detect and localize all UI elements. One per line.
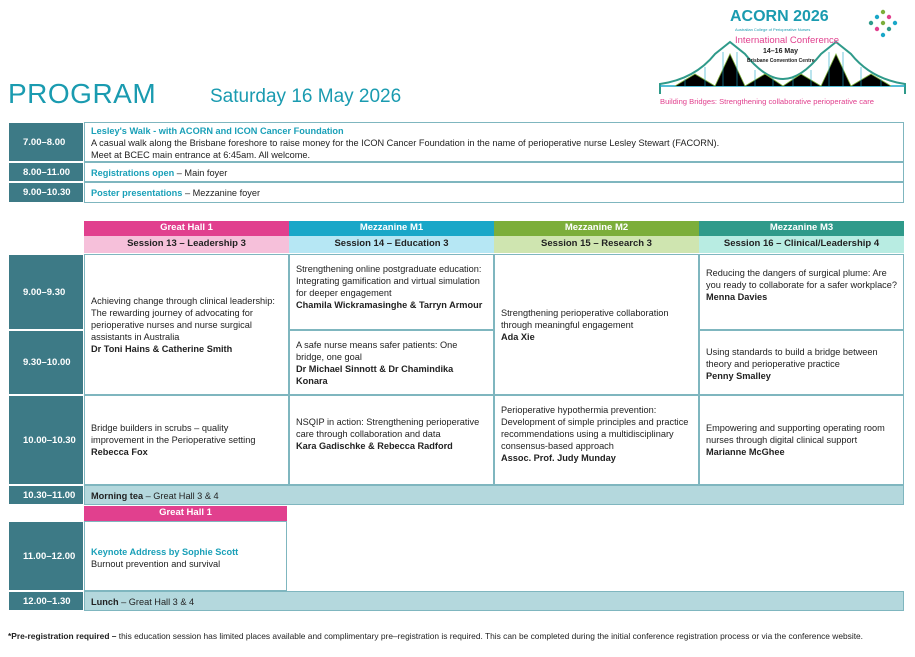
talk-author: Dr Michael Sinnott & Dr Chamindika Konara	[296, 364, 454, 386]
session-14-label: Session 14 – Education 3	[289, 236, 494, 253]
talk-title: Achieving change through clinical leadership: The rewarding journey of advocating for perioperative nurses and nurse surgical assistants in Australia	[91, 296, 275, 342]
talk-author: Marianne McGhee	[706, 447, 785, 457]
talk-author: Dr Toni Hains & Catherine Smith	[91, 344, 233, 354]
talk-cell	[289, 330, 494, 395]
logo-venue-text: Brisbane Convention Centre	[747, 58, 815, 64]
registrations-detail: – Main foyer	[174, 168, 228, 178]
time-cell: 9.00–9.30	[8, 254, 84, 330]
logo-conf-text: International Conference	[735, 35, 840, 46]
talk-author: Ada Xie	[501, 332, 535, 342]
talk-title: Strengthening perioperative collaboration through meaningful engagement	[501, 308, 669, 330]
logo-sub-text: Australian College of Perioperative Nurses	[735, 27, 811, 32]
registrations-cell	[84, 162, 904, 182]
footnote	[8, 630, 908, 642]
page-title: PROGRAM	[8, 78, 157, 109]
conference-logo	[655, 6, 910, 108]
talk-title: Bridge builders in scrubs – quality improvement in the Perioperative setting	[91, 423, 256, 445]
time-cell: 9.00–10.30	[8, 182, 84, 203]
talk-author: Chamila Wickramasinghe & Tarryn Armour	[296, 300, 483, 310]
posters-title: Poster presentations	[91, 188, 183, 198]
morning-tea-label: Morning tea	[91, 491, 144, 501]
keynote-cell	[84, 521, 287, 591]
talk-cell	[84, 395, 289, 485]
talk-cell	[289, 395, 494, 485]
venue-mezzanine-m2: Mezzanine M2	[494, 221, 699, 236]
lunch-label: Lunch	[91, 597, 119, 607]
talk-author: Assoc. Prof. Judy Munday	[501, 453, 616, 463]
lunch-cell	[84, 591, 904, 611]
lesleys-walk-title: Lesley's Walk - with ACORN and ICON Cancer Foundation	[91, 126, 344, 136]
venue-mezzanine-m3: Mezzanine M3	[699, 221, 904, 236]
lesleys-walk-line2: Meet at BCEC main entrance at 6:45am. All welcome.	[91, 150, 311, 160]
keynote-subtitle: Burnout prevention and survival	[91, 559, 221, 569]
registrations-title: Registrations open	[91, 168, 175, 178]
talk-cell	[289, 254, 494, 330]
talk-author: Penny Smalley	[706, 371, 771, 381]
time-cell: 11.00–12.00	[8, 521, 84, 591]
time-cell: 10.30–11.00	[8, 485, 84, 505]
time-cell: 10.00–10.30	[8, 395, 84, 485]
time-cell: 7.00–8.00	[8, 122, 84, 162]
logo-tagline: Building Bridges: Strengthening collaborative perioperative care	[660, 97, 875, 106]
lesleys-walk-line1: A casual walk along the Brisbane foreshore to raise money for the ICON Cancer Foundation in the name of perioperative nurse Lesley Stewart (FACORN).	[91, 138, 720, 148]
talk-title: Perioperative hypothermia prevention: Development of simple principles and practice recommendations using a multidisciplinary consensus-based approach	[501, 405, 689, 451]
session-15-label: Session 15 – Research 3	[494, 236, 699, 253]
talk-title: Strengthening online postgraduate education: Integrating gamification and virtual simulation for deeper engagement	[296, 264, 482, 298]
talk-title: A safe nurse means safer patients: One bridge, one goal	[296, 340, 458, 362]
lesleys-walk-cell	[84, 122, 904, 162]
morning-tea-location: – Great Hall 3 & 4	[143, 491, 219, 501]
talk-author: Menna Davies	[706, 292, 768, 302]
talk-title: NSQIP in action: Strengthening perioperative care through collaboration and data	[296, 417, 480, 439]
venue-great-hall-1: Great Hall 1	[84, 221, 289, 236]
session-13-label: Session 13 – Leadership 3	[84, 236, 289, 253]
footnote-bold: *Pre-registration required –	[8, 631, 117, 641]
time-cell: 12.00–1.30	[8, 591, 84, 611]
logo-acorn-text: ACORN 2026	[730, 8, 829, 25]
morning-tea-cell	[84, 485, 904, 505]
lunch-location: – Great Hall 3 & 4	[118, 597, 195, 607]
talk-cell	[699, 395, 904, 485]
talk-title: Empowering and supporting operating room nurses through digital clinical support	[706, 423, 885, 445]
session-16-label: Session 16 – Clinical/Leadership 4	[699, 236, 904, 253]
talk-title: Using standards to build a bridge between theory and perioperative practice	[706, 347, 878, 369]
page-date: Saturday 16 May 2026	[210, 86, 402, 107]
venue-mezzanine-m1: Mezzanine M1	[289, 221, 494, 236]
talk-cell	[699, 254, 904, 330]
logo-dates-text: 14–16 May	[763, 48, 799, 55]
talk-cell	[494, 395, 699, 485]
keynote-title: Keynote Address by Sophie Scott	[91, 547, 239, 557]
posters-cell	[84, 182, 904, 203]
footnote-text: this education session has limited places available and complimentary pre–registration is required. This can be completed during the initial conference registration process or via the conference website.	[116, 631, 864, 641]
time-cell: 9.30–10.00	[8, 330, 84, 395]
talk-author: Kara Gadischke & Rebecca Radford	[296, 441, 453, 451]
keynote-venue: Great Hall 1	[84, 506, 287, 521]
talk-author: Rebecca Fox	[91, 447, 148, 457]
posters-detail: – Mezzanine foyer	[182, 188, 261, 198]
talk-cell	[699, 330, 904, 395]
talk-cell	[494, 254, 699, 395]
talk-title: Reducing the dangers of surgical plume: Are you ready to collaborate for a safer workplace?	[706, 268, 897, 290]
time-cell: 8.00–11.00	[8, 162, 84, 182]
talk-cell	[84, 254, 289, 395]
